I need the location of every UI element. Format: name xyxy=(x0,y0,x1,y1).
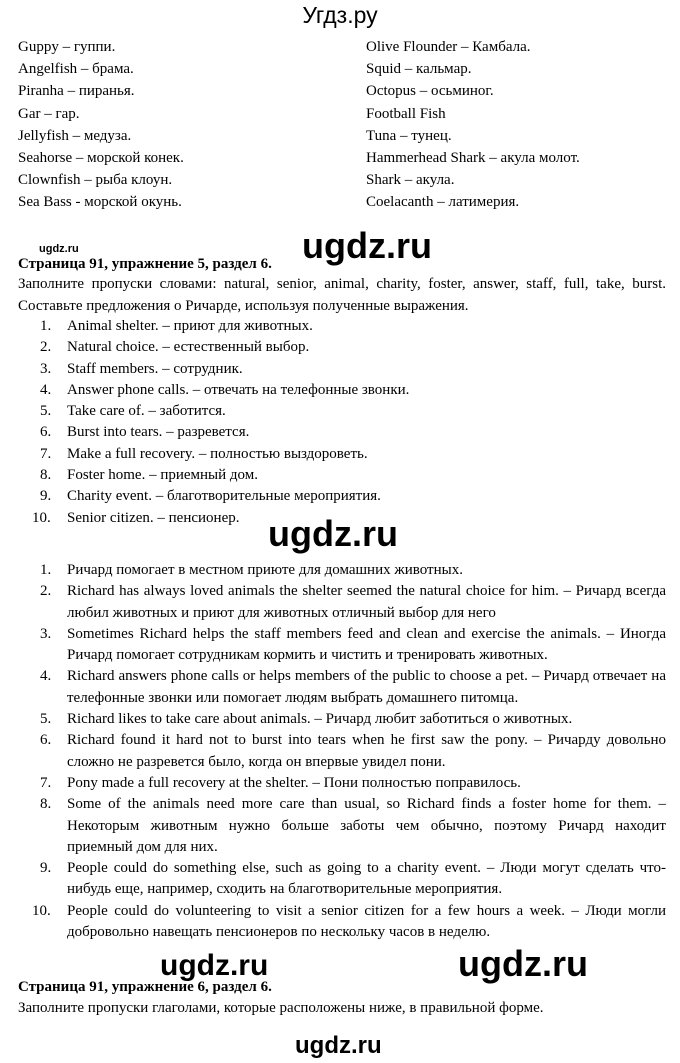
list-item: 10. Senior citizen. – пенсионер. xyxy=(32,509,240,526)
vocab-item: Seahorse – морской конек. xyxy=(18,149,184,166)
watermark: ugdz.ru xyxy=(458,943,588,984)
vocab-item: Jellyfish – медуза. xyxy=(18,127,132,144)
list-item-text: Staff members. – сотрудник. xyxy=(67,360,243,377)
vocab-item: Olive Flounder – Камбала. xyxy=(366,39,531,55)
list-item-text: People could do something else, such as going to a charity event. – Люди могут сделать что-нибудь еще, например, сходить на благотворительные мероприятия. xyxy=(67,860,666,898)
list-item: 1. Ричард помогает в местном приюте для домашних животных. xyxy=(40,562,463,578)
list-item-text: Senior citizen. – пенсионер. xyxy=(67,509,240,526)
list-item: 2. Richard has always loved animals the shelter seemed the natural choice for him. – Ричард всегда любил животных и приют для животных отличный выбор для него xyxy=(40,583,666,621)
vocab-item: Football Fish xyxy=(366,105,446,122)
list-item-text: Richard has always loved animals the shelter seemed the natural choice for him. – Ричард всегда любил животных и приют для животных отличный выбор для него xyxy=(67,583,666,621)
list-item-text: Take care of. – заботится. xyxy=(67,403,226,420)
list-item: 4. Richard answers phone calls or helps members of the public to choose a pet. – Ричард отвечает на телефонные звонки или помогает людям выбрать домашнего питомца. xyxy=(40,668,666,706)
list-item-text: Natural choice. – естественный выбор. xyxy=(67,339,310,356)
section-6-instruction: Заполните пропуски глаголами, которые расположены ниже, в правильной форме. xyxy=(18,1000,544,1016)
list-item-text: Answer phone calls. – отвечать на телефонные звонки. xyxy=(67,381,410,398)
list-item: 1. Animal shelter. – приют для животных. xyxy=(40,318,313,334)
vocab-item: Gar – гар. xyxy=(18,105,80,122)
list-item: 8. Some of the animals need more care than usual, so Richard finds a foster home for them. – Некоторым животным нужно больше заботы чем обычно, поэтому Ричард находит приемный дом для них. xyxy=(40,796,666,855)
vocab-item: Shark – акула. xyxy=(366,172,455,189)
vocab-item: Piranha – пиранья. xyxy=(18,83,135,100)
list-item: 9. Charity event. – благотворительные мероприятия. xyxy=(40,488,381,505)
vocab-item: Guppy – гуппи. xyxy=(18,39,116,55)
list-item-text: Richard answers phone calls or helps members of the public to choose a pet. – Ричард отвечает на телефонные звонки или помогает людям выбрать домашнего питомца. xyxy=(67,668,666,706)
list-item-text: Foster home. – приемный дом. xyxy=(67,467,259,484)
vocab-item: Hammerhead Shark – акула молот. xyxy=(366,149,580,166)
vocab-item: Angelfish – брама. xyxy=(18,61,134,78)
list-item: 10. People could do volunteering to visit a senior citizen for a few hours a week. – Люди могли добровольно навещать пенсионеров по нескольку часов в неделю. xyxy=(32,902,666,941)
vocabulary-column-left xyxy=(18,36,366,214)
watermark: ugdz.ru xyxy=(160,949,269,982)
list-item-text: Burst into tears. – разревется. xyxy=(67,424,250,441)
list-item-text: Pony made a full recovery at the shelter. – Пони полностью поправилось. xyxy=(67,774,521,791)
list-item: 3. Staff members. – сотрудник. xyxy=(40,360,243,377)
list-item-text: Some of the animals need more care than usual, so Richard finds a foster home for them. – Некоторым животным нужно больше заботы чем обычно, поэтому Ричард находит приемный дом для них. xyxy=(67,796,666,855)
list-item-text: Richard found it hard not to burst into tears when he first saw the pony. – Ричарду довольно сложно не разревется было, когда он впервые увидел пони. xyxy=(67,732,666,770)
watermark: ugdz.ru xyxy=(268,513,398,554)
phrase-list xyxy=(18,316,666,529)
list-item: 9. People could do something else, such as going to a charity event. – Люди могут сделать что-нибудь еще, например, сходить на благотворительные мероприятия. xyxy=(40,860,666,898)
vocabulary-list xyxy=(18,36,678,214)
list-item: 3. Sometimes Richard helps the staff members feed and clean and exercise the animals. – Иногда Ричард помогает сотрудникам кормить и чистить и тренировать животных. xyxy=(40,625,666,664)
list-item: 4. Answer phone calls. – отвечать на телефонные звонки. xyxy=(40,381,410,398)
section-5-heading: Страница 91, упражнение 5, раздел 6. xyxy=(18,256,272,272)
list-item-text: Ричард помогает в местном приюте для домашних животных. xyxy=(67,562,463,578)
list-item: 2. Natural choice. – естественный выбор. xyxy=(40,339,310,356)
list-item-text: Charity event. – благотворительные мероприятия. xyxy=(67,488,381,505)
vocab-item: Clownfish – рыба клоун. xyxy=(18,172,173,189)
vocab-item: Coelacanth – латимерия. xyxy=(366,194,520,211)
list-item: 8. Foster home. – приемный дом. xyxy=(40,467,259,484)
vocab-item: Octopus – осьминог. xyxy=(366,83,494,100)
list-item-text: Sometimes Richard helps the staff members feed and clean and exercise the animals. – Иногда Ричард помогает сотрудникам кормить и чистить и тренировать животных. xyxy=(67,625,666,664)
vocab-item: Sea Bass - морской окунь. xyxy=(18,194,182,211)
site-title: Угдз.ру xyxy=(302,2,378,28)
list-item-text: Richard likes to take care about animals. – Ричард любит заботиться о животных. xyxy=(67,711,573,728)
list-item: 7. Pony made a full recovery at the shelter. – Пони полностью поправилось. xyxy=(40,774,521,791)
watermark-small: ugdz.ru xyxy=(39,243,79,255)
vocabulary-column-right xyxy=(366,36,676,214)
list-item: 7. Make a full recovery. – полностью выздороветь. xyxy=(40,445,368,462)
list-item: 5. Richard likes to take care about animals. – Ричард любит заботиться о животных. xyxy=(40,711,573,728)
vocab-item: Tuna – тунец. xyxy=(366,127,452,144)
section-5-instruction: Заполните пропуски словами: natural, senior, animal, charity, foster, answer, staff, full, take, burst. Составьте предложения о Ричарде, используя полученные выражения. xyxy=(18,276,666,314)
watermark: ugdz.ru xyxy=(302,225,432,266)
watermark-footer: ugdz.ru xyxy=(295,1032,382,1059)
list-item: 6. Burst into tears. – разревется. xyxy=(40,424,250,441)
sentence-list xyxy=(18,560,666,943)
list-item: 5. Take care of. – заботится. xyxy=(40,403,226,420)
list-item-text: People could do volunteering to visit a senior citizen for a few hours a week. – Люди могли добровольно навещать пенсионеров по нескольку часов в неделю. xyxy=(67,902,666,941)
vocab-item: Squid – кальмар. xyxy=(366,61,472,78)
list-item-text: Animal shelter. – приют для животных. xyxy=(67,318,313,334)
list-item-text: Make a full recovery. – полностью выздороветь. xyxy=(67,445,368,462)
section-6-heading: Страница 91, упражнение 6, раздел 6. xyxy=(18,979,272,995)
list-item: 6. Richard found it hard not to burst into tears when he first saw the pony. – Ричарду довольно сложно не разревется было, когда он впервые увидел пони. xyxy=(40,732,666,770)
